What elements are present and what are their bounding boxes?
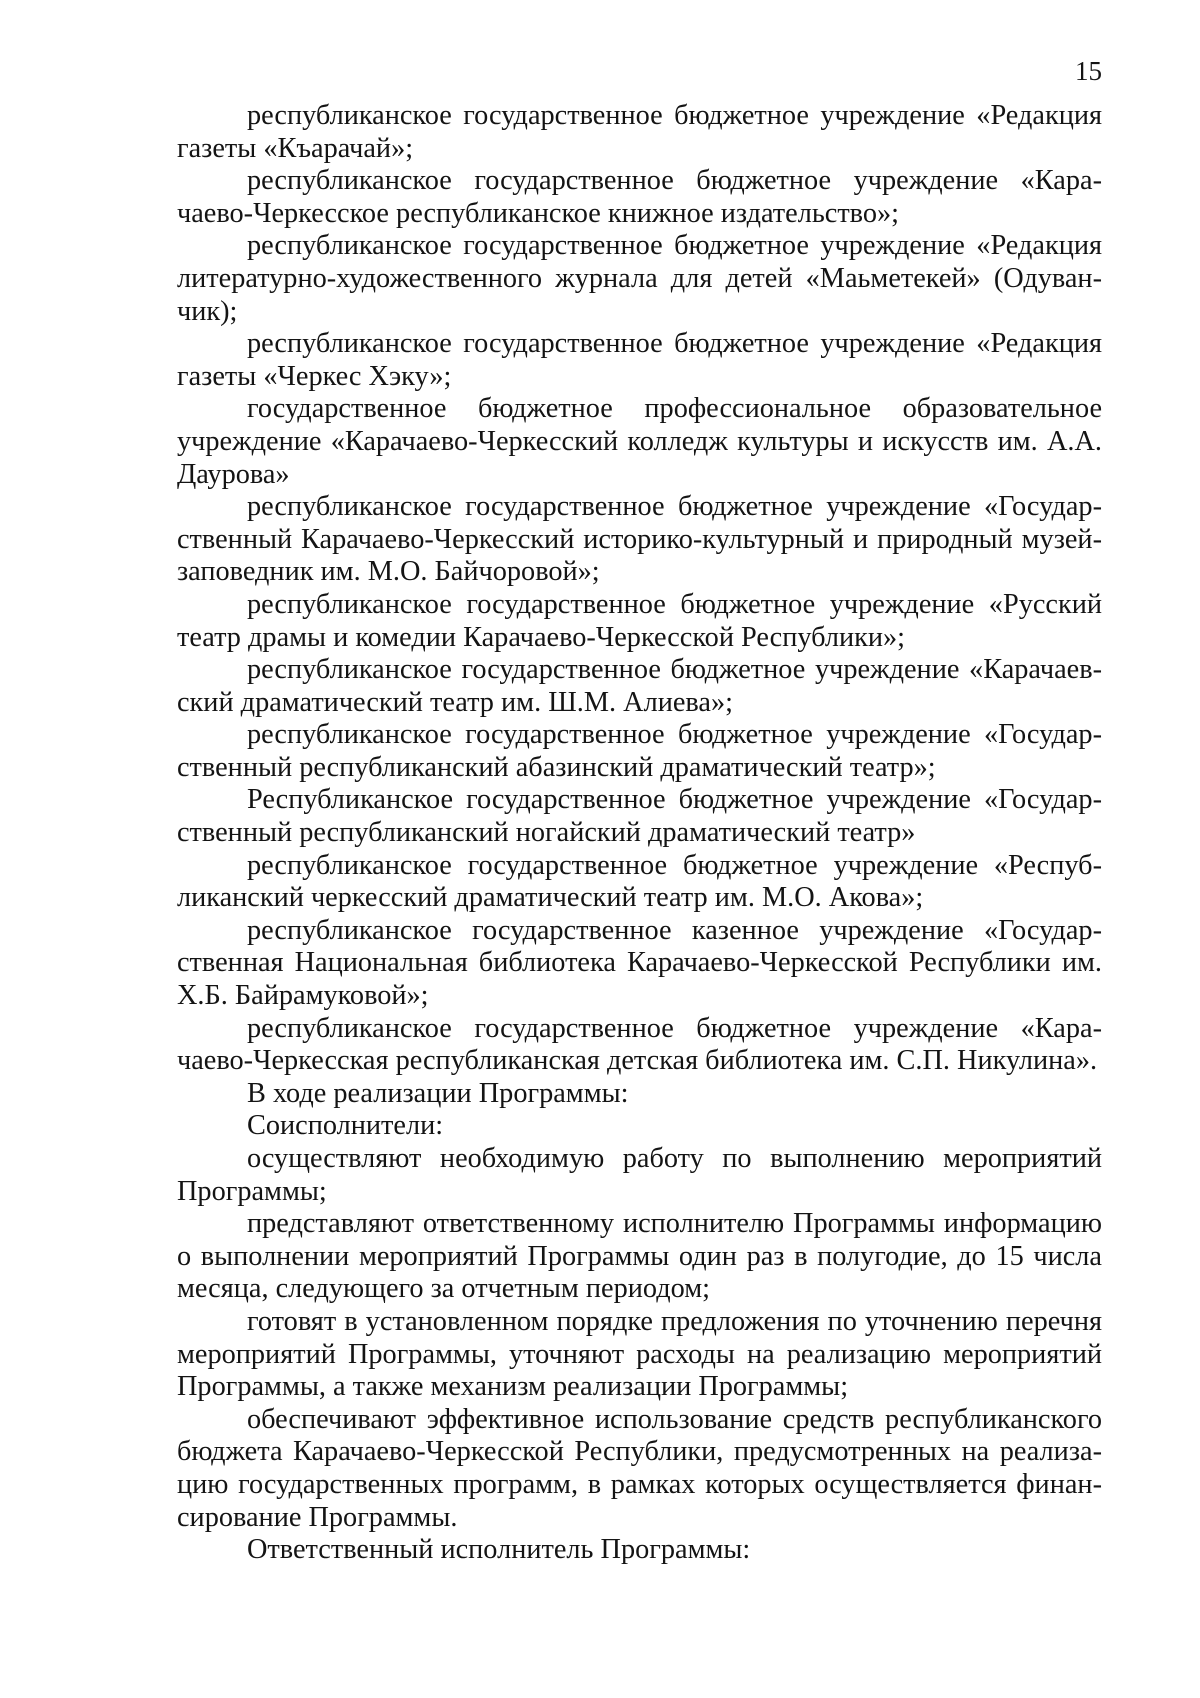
paragraph-15: Соисполнители: (247, 1110, 444, 1142)
paragraph-3: республиканское государственное бюджетное учреждение «Редакция литературно-художественного журнала для детей «Маьметекей» (Одуванчик); (177, 230, 1102, 327)
paragraph-13: республиканское государственное бюджетное учреждение «Карачаево-Черкесская республиканская детская библиотека им. С.П. Никулина». (177, 1012, 1102, 1077)
paragraph-1: республиканское государственное бюджетное учреждение «Редакция газеты «Къарачай»; (177, 100, 1102, 164)
paragraph-6: республиканское государственное бюджетное учреждение «Государственный Карачаево-Черкесский историко-культурный и природный музей-заповедник им. М.О. Байчоровой»; (177, 491, 1102, 588)
paragraph-5: государственное бюджетное профессиональное образовательное учреждение «Карачаево-Черкесский колледж культуры и искусств им. А.А. Даурова» (177, 393, 1102, 490)
paragraph-2: республиканское государственное бюджетное учреждение «Карачаево-Черкесское республиканское книжное издательство»; (177, 165, 1102, 229)
paragraph-12: республиканское государственное казенное учреждение «Государственная Национальная библиотека Карачаево-Черкесской Республики им. Х.Б. Байрамуковой»; (177, 914, 1102, 1012)
paragraph-7: республиканское государственное бюджетное учреждение «Русский театр драмы и комедии Карачаево-Черкесской Республики»; (177, 588, 1102, 653)
paragraph-11: республиканское государственное бюджетное учреждение «Республиканский черкесский драматический театр им. М.О. Акова»; (177, 849, 1102, 914)
paragraph-19: обеспечивают эффективное использование средств республиканского бюджета Карачаево-Черкесской Республики, предусмотренных на реализацию государственных программ, в рамках которых осуществляется финансирование Программы. (177, 1403, 1102, 1533)
body-text (177, 100, 1102, 1567)
paragraph-18: готовят в установленном порядке предложения по уточнению перечня мероприятий Программы, уточняют расходы на реализацию мероприятий Программы, а также механизм реализации Программы; (177, 1305, 1102, 1403)
paragraph-14: В ходе реализации Программы: (247, 1077, 629, 1109)
paragraph-17: представляют ответственному исполнителю Программы информацию о выполнении мероприятий Программы один раз в полугодие, до 15 числа месяца, следующего за отчетным периодом; (177, 1208, 1102, 1305)
page-number: 15 (1075, 56, 1102, 86)
paragraph-4: республиканское государственное бюджетное учреждение «Редакция газеты «Черкес Хэку»; (177, 328, 1102, 392)
paragraph-9: республиканское государственное бюджетное учреждение «Государственный республиканский абазинский драматический театр»; (177, 719, 1102, 783)
paragraph-20: Ответственный исполнитель Программы: (247, 1534, 751, 1566)
paragraph-16: осуществляют необходимую работу по выполнению мероприятий Программы; (177, 1143, 1102, 1207)
paragraph-8: республиканское государственное бюджетное учреждение «Карачаевский драматический театр им. Ш.М. Алиева»; (177, 654, 1102, 718)
paragraph-10: Республиканское государственное бюджетное учреждение «Государственный республиканский ногайский драматический театр» (177, 784, 1102, 849)
